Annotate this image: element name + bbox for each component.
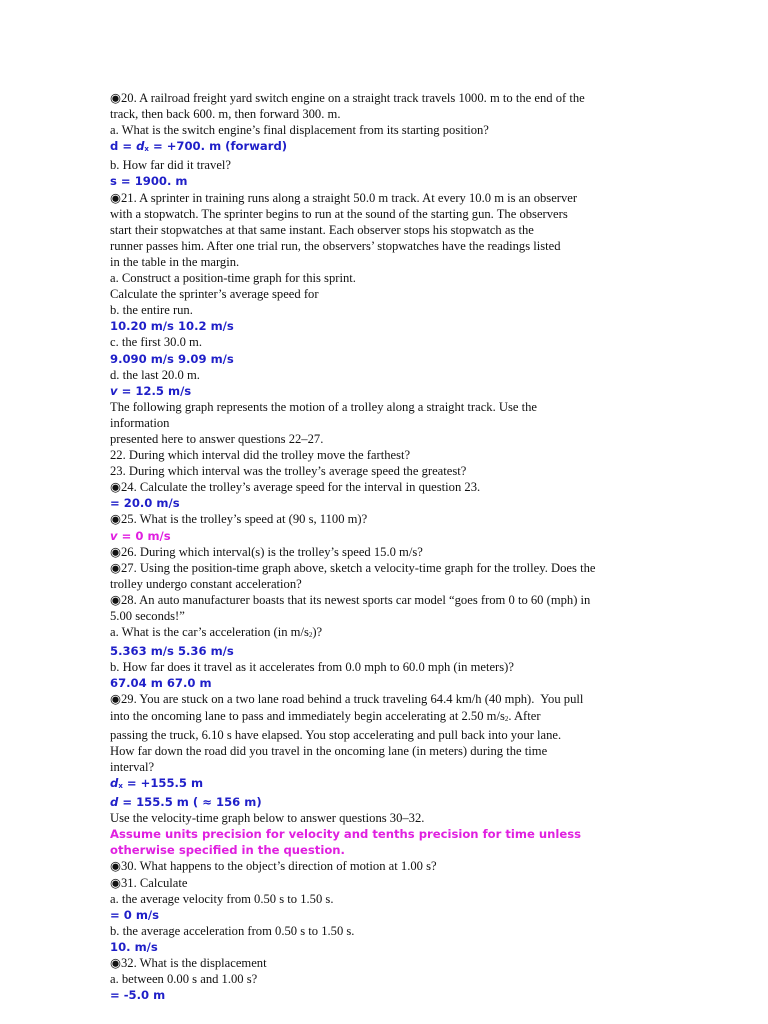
precision-note-line-2: otherwise specified in the question. [110, 843, 345, 858]
q32a-answer: = -5.0 m [110, 988, 166, 1003]
q20b-question: b. How far did it travel? [110, 158, 231, 173]
q29-answer-1: dx = +155.5 m [110, 775, 204, 790]
q21-line-4: runner passes him. After one trial run, the observers’ stopwatches have the readings listed [110, 238, 561, 253]
graph-intro-line-2: information [110, 415, 170, 430]
q29-line-2: into the oncoming lane to pass and immediately begin accelerating at 2.50 m/s2. After [110, 708, 541, 723]
q31b-answer: 10. m/s [110, 939, 158, 954]
q25-question: ◉25. What is the trolley’s speed at (90 s, 1100 m)? [110, 512, 368, 527]
q31a-answer: = 0 m/s [110, 907, 160, 922]
q30-question: ◉30. What happens to the object’s direction of motion at 1.00 s? [110, 859, 437, 874]
q28-line-2: 5.00 seconds!” [110, 609, 185, 623]
q24-answer: = 20.0 m/s [110, 496, 180, 511]
q21-line-1: ◉21. A sprinter in training runs along a straight 50.0 m track. At every 10.0 m is an observer [110, 190, 578, 205]
q21-line-3: start their stopwatches at that same instant. Each observer stops his stopwatch as the [110, 222, 534, 237]
q21-line-5: in the table in the margin. [110, 254, 240, 269]
q29-line-4: How far down the road did you travel in the oncoming lane (in meters) during the time [110, 743, 548, 758]
q31b-question: b. the average acceleration from 0.50 s to 1.50 s. [110, 923, 355, 938]
q20b-answer: s = 1900. m [110, 174, 188, 189]
q21d-question: d. the last 20.0 m. [110, 367, 200, 382]
q28b-question: b. How far does it travel as it accelerates from 0.0 mph to 60.0 mph (in meters)? [110, 660, 514, 675]
document-page [110, 90, 662, 1003]
graph-intro-line-1: The following graph represents the motion of a trolley along a straight track. Use the [110, 399, 538, 414]
q28a-answer: 5.363 m/s 5.36 m/s [110, 644, 234, 659]
q29-line-3: passing the truck, 6.10 s have elapsed. You stop accelerating and pull back into your lane. [110, 727, 562, 742]
q21c-question: c. the first 30.0 m. [110, 335, 202, 350]
q21d-answer: v = 12.5 m/s [110, 383, 192, 398]
q28b-answer: 67.04 m 67.0 m [110, 676, 212, 691]
q21-calculate: Calculate the sprinter’s average speed for [110, 287, 319, 302]
q28a-question: a. What is the car’s acceleration (in m/s2)? [110, 625, 323, 640]
q20a-question: a. What is the switch engine’s final displacement from its starting position? [110, 123, 489, 138]
q20-line-1: ◉20. A railroad freight yard switch engine on a straight track travels 1000. m to the end of the [110, 91, 585, 105]
q31-question: ◉31. Calculate [110, 875, 188, 890]
q22-question: 22. During which interval did the trolley move the farthest? [110, 448, 411, 463]
q29-line-1: ◉29. You are stuck on a two lane road behind a truck traveling 64.4 km/h (40 mph). You pull [110, 692, 584, 707]
q21c-answer: 9.090 m/s 9.09 m/s [110, 351, 234, 366]
q21-line-2: with a stopwatch. The sprinter begins to run at the sound of the starting gun. The observers [110, 206, 568, 221]
q21b-answer: 10.20 m/s 10.2 m/s [110, 319, 234, 334]
q32-question: ◉32. What is the displacement [110, 955, 267, 970]
q24-question: ◉24. Calculate the trolley’s average speed for the interval in question 23. [110, 480, 481, 495]
q31a-question: a. the average velocity from 0.50 s to 1.50 s. [110, 891, 334, 906]
q20-line-2: track, then back 600. m, then forward 300. m. [110, 107, 341, 122]
q27-line-1: ◉27. Using the position-time graph above, sketch a velocity-time graph for the trolley. Does the [110, 560, 596, 575]
q27-line-2: trolley undergo constant acceleration? [110, 576, 302, 591]
q21b-question: b. the entire run. [110, 303, 193, 318]
graph-intro-line-3: presented here to answer questions 22–27. [110, 431, 324, 446]
q28-line-1: ◉28. An auto manufacturer boasts that its newest sports car model “goes from 0 to 60 (mph) in [110, 592, 591, 607]
q25-answer: v = 0 m/s [110, 528, 171, 543]
q21a-question: a. Construct a position-time graph for this sprint. [110, 271, 356, 286]
precision-note-line-1: Assume units precision for velocity and tenths precision for time unless [110, 827, 581, 842]
q29-answer-2: d = 155.5 m ( ≈ 156 m) [110, 795, 262, 810]
q29-line-5: interval? [110, 759, 155, 774]
q23-question: 23. During which interval was the trolley’s average speed the greatest? [110, 464, 467, 479]
q26-question: ◉26. During which interval(s) is the trolley’s speed 15.0 m/s? [110, 544, 423, 559]
vt-graph-intro: Use the velocity-time graph below to answer questions 30–32. [110, 811, 425, 826]
q20a-answer: d = dx = +700. m (forward) [110, 139, 288, 154]
q32a-question: a. between 0.00 s and 1.00 s? [110, 972, 258, 987]
